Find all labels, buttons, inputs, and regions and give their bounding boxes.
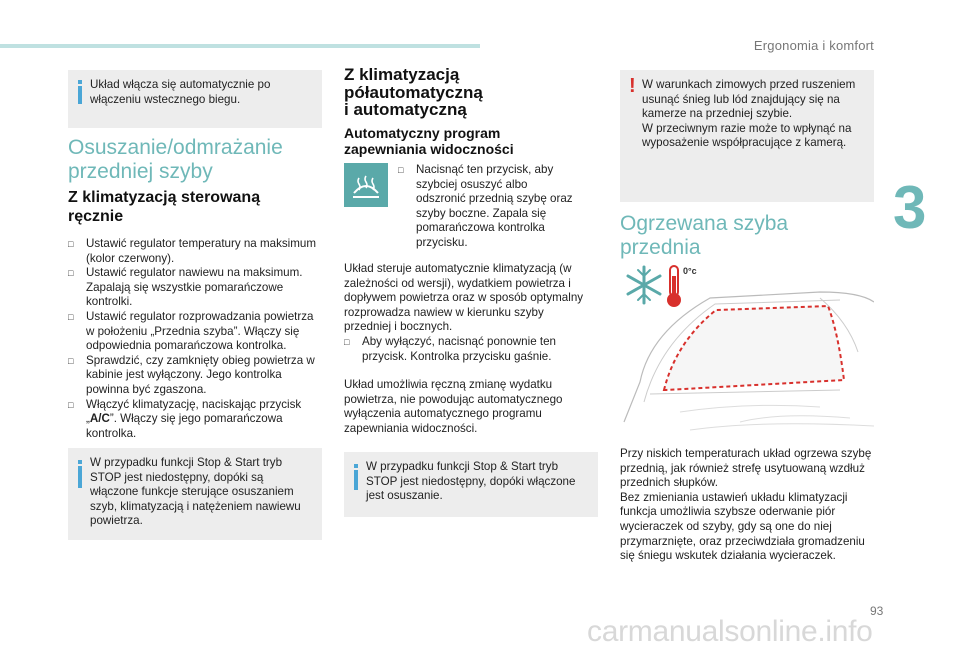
paragraph: Układ steruje automatycznie klimatyzacją (w zależności od wersji), wydatkiem powietrza i dopływem powietrza oraz w sposób optymalny rozprowadza nawiew w kierunku szyby przedniej i bocznych.: [344, 262, 584, 334]
note-text: W warunkach zimowych przed ruszeniem usunąć śnieg lub lód znajdujący się na kamerze na przedniej szybie. W przeciwnym razie może to wpłynąć na wyposażenie współpracujące z kamerą.: [642, 78, 856, 150]
paragraph: Układ umożliwia ręczną zmianę wydatku powietrza, nie powodując automatycznego wyłączenia automatycznego programu zapewniania widoczności.: [344, 378, 563, 435]
defrost-button-instruction: [398, 163, 576, 251]
note-text: Układ włącza się automatycznie po włączeniu wstecznego biegu.: [90, 78, 271, 106]
watermark: carmanualsonline.info: [587, 615, 873, 648]
snowflake-icon: [628, 267, 660, 303]
heading-line: Osuszanie/odmrażanie: [68, 136, 283, 159]
ac-label: A/C: [89, 412, 110, 426]
info-note-auto-stop-start: [344, 452, 598, 517]
manual-steps: [68, 237, 324, 441]
chapter-number: 3: [893, 174, 927, 241]
list-item: □ Ustawić regulator nawiewu na maksimum. Zapalają się wszystkie pomarańczowe kontrolki.: [68, 266, 324, 310]
list-item: □ Aby wyłączyć, nacisnąć ponownie ten przycisk. Kontrolka przycisku gaśnie.: [344, 335, 594, 364]
list-item: □ Ustawić regulator temperatury na maksimum (kolor czerwony).: [68, 237, 324, 266]
section-heading-auto: [344, 66, 483, 119]
heated-windscreen-description: Przy niskich temperaturach układ ogrzewa szybę przednią, jak również strefę usytuowaną wzdłuż przednich słupków. Bez zmieniania ustawień układu klimatyzacji funkcja umożliwia szybsze oderwanie piór wycieraczek od szyby, gdy są one do niej przymarznięte, oraz przeciwdziała gromadzeniu się śniegu wskutek działania wycieraczek.: [620, 447, 872, 563]
section-heading-heated-windscreen: [620, 212, 788, 260]
info-icon: [78, 80, 82, 104]
info-icon: [354, 464, 358, 490]
heading-line: przednia: [620, 236, 701, 259]
subheading-line: Z klimatyzacją sterowaną: [68, 189, 261, 206]
section-heading-defrost: [68, 136, 283, 184]
temperature-label: 0°c: [683, 266, 697, 276]
note-text: W przypadku funkcji Stop & Start tryb STOP jest niedostępny, dopóki włączone jest osuszanie.: [366, 460, 576, 503]
subheading-line: ręcznie: [68, 208, 124, 225]
heading-line: Z klimatyzacją: [344, 65, 460, 84]
text-run: Włączyć klimatyzację, naciskając przycisk „: [86, 397, 302, 426]
auto-description: [344, 262, 594, 437]
subheading-visibility: [344, 126, 514, 157]
info-note-stop-start: [68, 448, 322, 540]
warning-note-camera: [620, 70, 874, 202]
list-item: □ Sprawdzić, czy zamknięty obieg powietrza w kabinie jest wyłączony. Jego kontrolka powinna być zgaszona.: [68, 354, 324, 398]
header-accent-bar: [0, 44, 480, 48]
subheading-manual: [68, 188, 260, 226]
heated-windscreen-illustration: [620, 262, 874, 438]
thermometer-icon: [667, 266, 681, 307]
heading-line: Ogrzewana szyba: [620, 212, 789, 235]
info-icon: [78, 460, 82, 488]
note-text: W przypadku funkcji Stop & Start tryb STOP jest niedostępny, dopóki są włączone funkcje sterujące osuszaniem szyb, klimatyzacją i natężeniem nawiewu powietrza.: [90, 456, 301, 528]
list-item: [68, 398, 324, 442]
section-title: Ergonomia i komfort: [753, 38, 874, 53]
page-number: 93: [870, 604, 884, 618]
info-note-reverse: [68, 70, 322, 128]
front-defrost-icon: [344, 163, 388, 207]
warning-icon: !: [629, 75, 636, 97]
text-run: ”. Włączy się jego pomarańczowa kontrolka.: [86, 412, 283, 440]
subheading-line: zapewniania widoczności: [344, 140, 514, 157]
heading-line: półautomatyczną: [344, 82, 483, 102]
subheading-line: Automatyczny program: [344, 125, 501, 141]
heading-line: i automatyczną: [344, 100, 467, 119]
list-item: □ Nacisnąć ten przycisk, aby szybciej osuszyć albo odszronić przednią szybę oraz szyby boczne. Zapala się pomarańczowa kontrolka przycisku.: [398, 163, 576, 251]
list-item: □ Ustawić regulator rozprowadzania powietrza w położeniu „Przednia szyba”. Włączy się odpowiednia pomarańczowa kontrolka.: [68, 310, 324, 354]
heading-line: przedniej szyby: [68, 160, 213, 183]
